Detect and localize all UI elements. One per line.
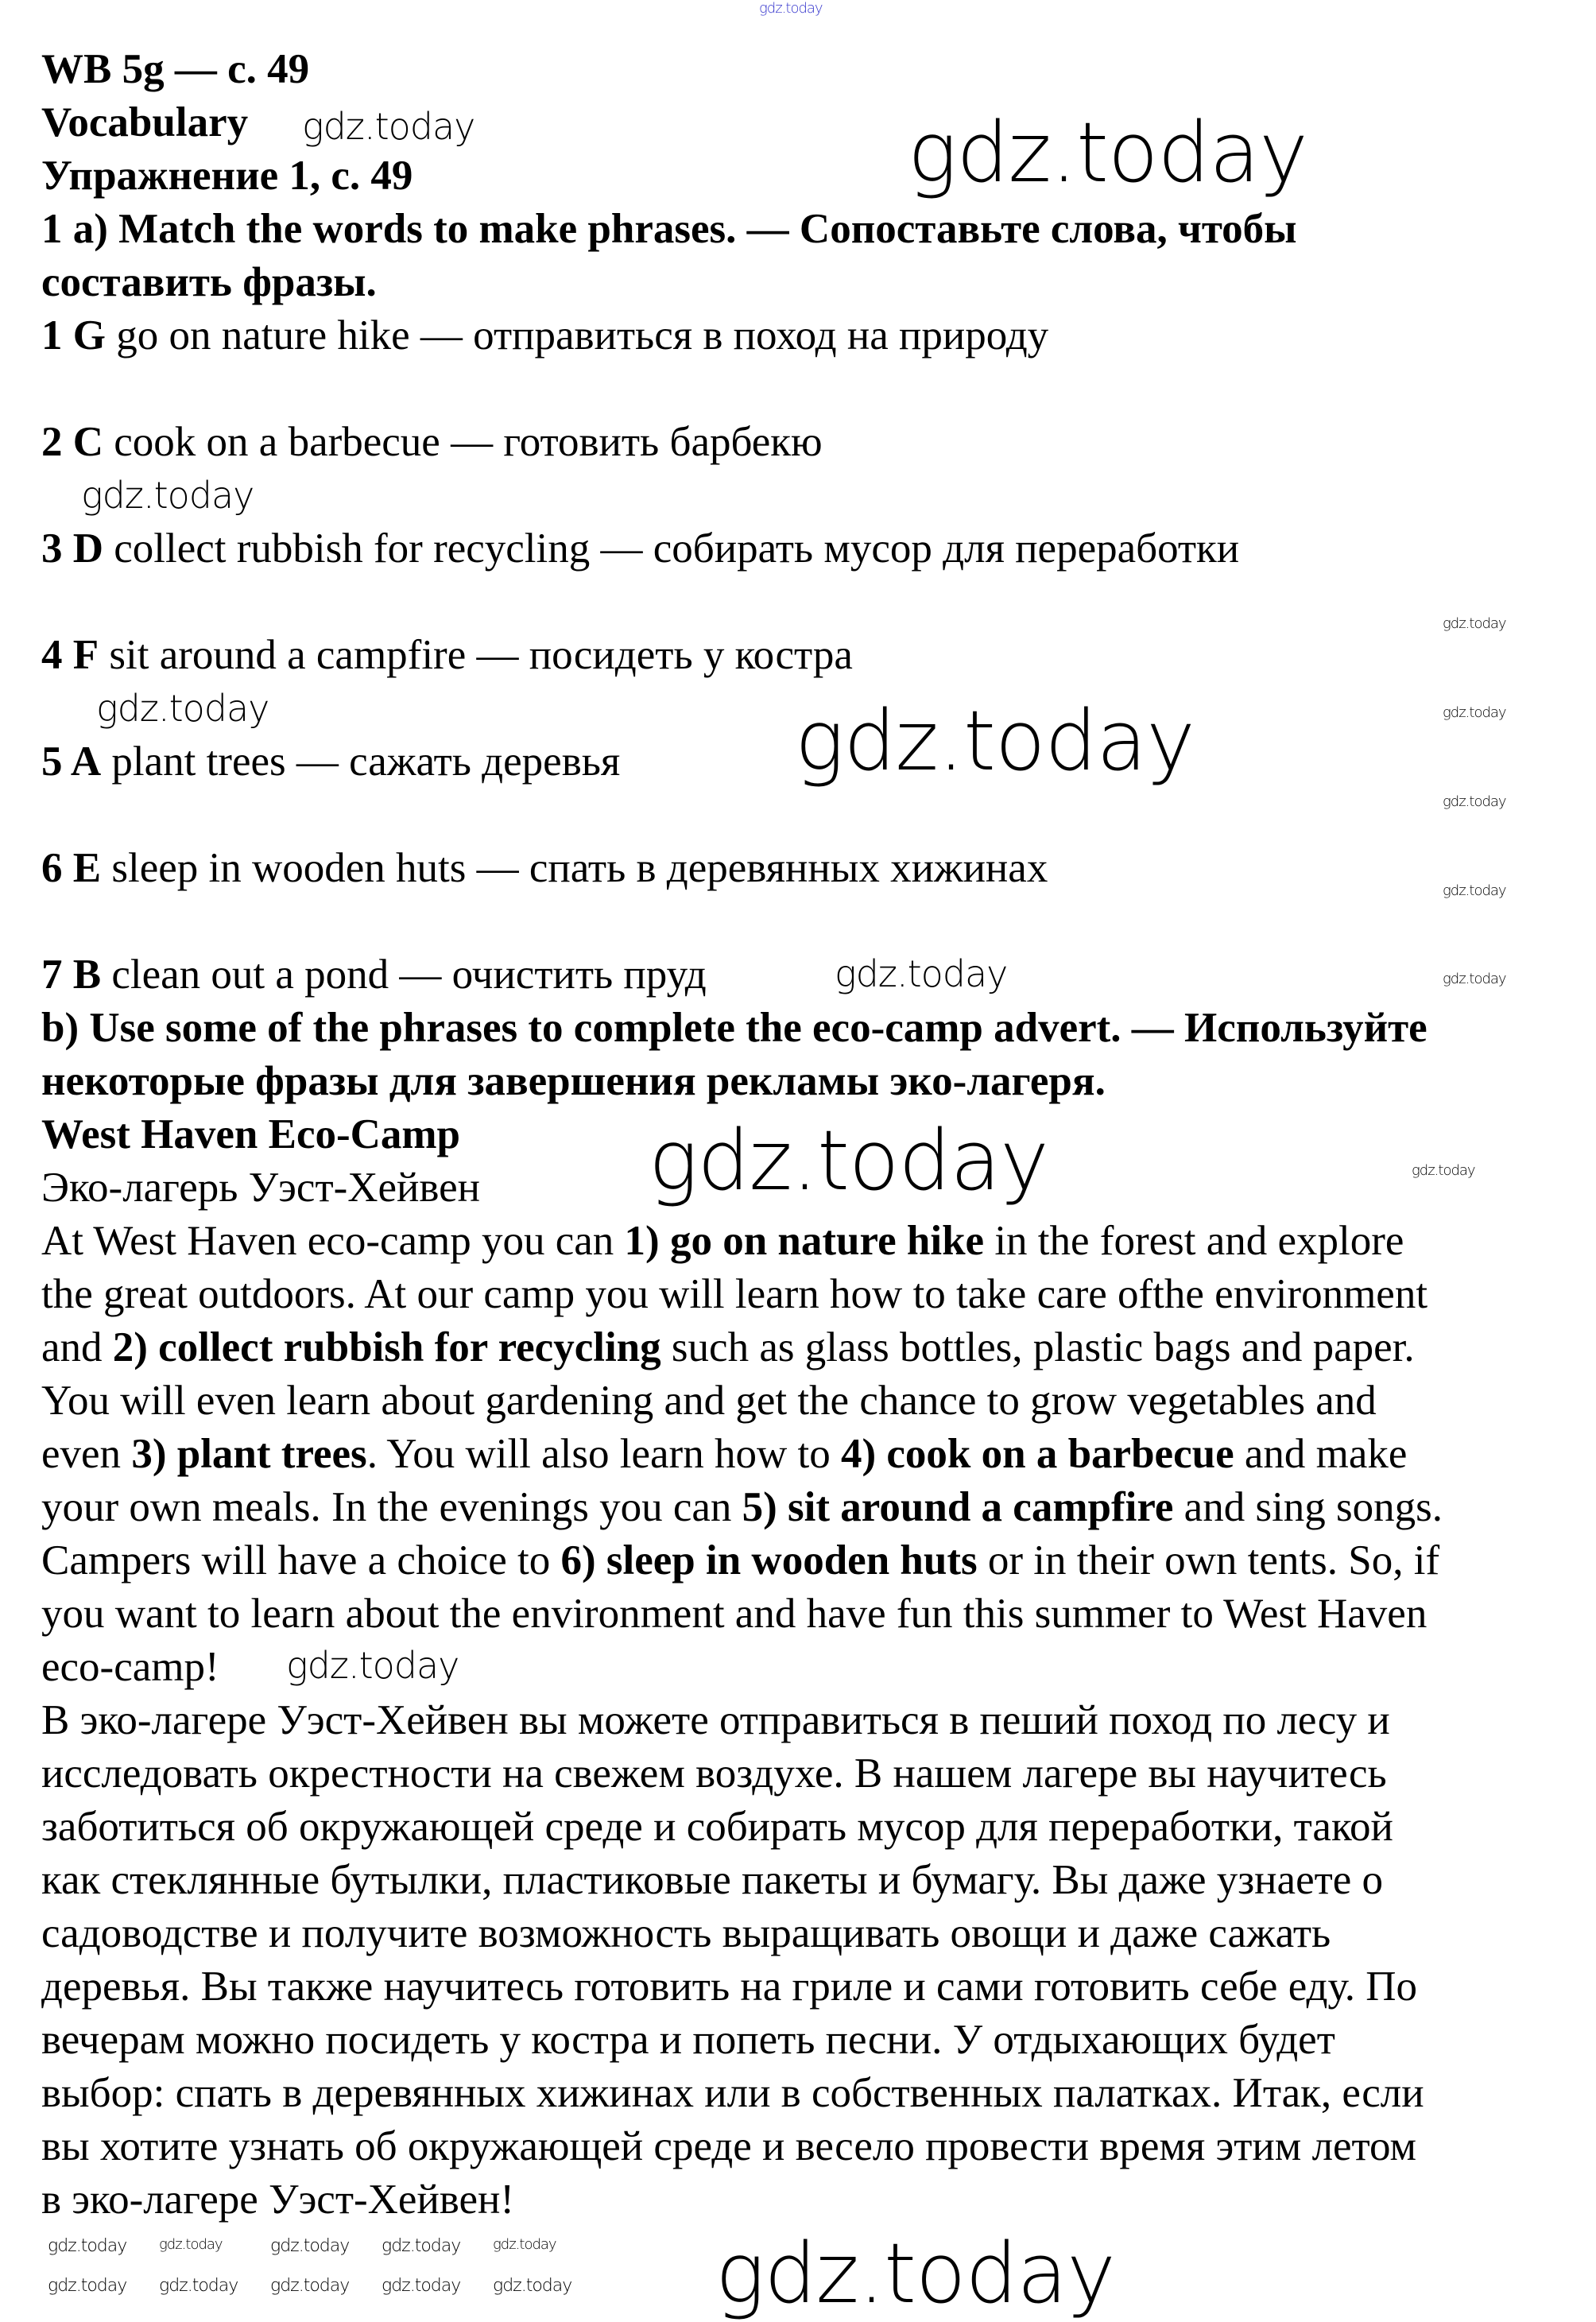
advert-line xyxy=(41,1534,1439,1587)
translation-line: вы хотите узнать об окружающей среде и весело провести время этим летом xyxy=(41,2123,1417,2169)
text-segment: you want to learn about the environment and have fun this summer to West Haven xyxy=(41,1591,1427,1637)
text-segment: your own meals. In the evenings you can xyxy=(41,1484,742,1530)
watermark: gdz.today xyxy=(759,0,823,17)
advert-text-ru xyxy=(41,1694,1591,2227)
watermark: gdz.today xyxy=(493,2276,572,2296)
advert-line xyxy=(41,1268,1427,1321)
watermark: gdz.today xyxy=(159,2276,238,2296)
answer-key: 3 D xyxy=(41,525,104,572)
answer-phrase: 4) cook on a barbecue xyxy=(840,1431,1234,1477)
answer-phrase: 2) collect rubbish for recycling xyxy=(112,1324,661,1370)
answer-item xyxy=(41,309,1048,362)
watermark: gdz.today xyxy=(1443,793,1506,810)
advert-line xyxy=(41,1481,1443,1534)
watermark: gdz.today xyxy=(1443,971,1506,987)
advert-line xyxy=(41,1215,1404,1268)
answer-item xyxy=(41,735,620,789)
text-segment: . You will also learn how to xyxy=(366,1431,841,1477)
text-segment: such as glass bottles, plastic bags and paper. xyxy=(660,1324,1415,1370)
answer-text: go on nature hike — отправиться в поход на природу xyxy=(105,312,1049,359)
watermark: gdz.today xyxy=(286,1644,459,1687)
answer-item xyxy=(41,522,1239,576)
text-segment: eco-camp! xyxy=(41,1644,219,1690)
page-title: WB 5g — с. 49 xyxy=(41,46,310,92)
translation-line: деревья. Вы также научитесь готовить на гриле и сами готовить себе еду. По xyxy=(41,1963,1417,2010)
answer-text: sit around a campfire — посидеть у костра xyxy=(99,632,853,678)
answer-key: 2 C xyxy=(41,419,104,465)
answer-item xyxy=(41,842,1048,895)
answer-key: 5 A xyxy=(41,738,102,785)
answer-phrase: 1) go on nature hike xyxy=(624,1218,985,1264)
text-segment: Campers will have a choice to xyxy=(41,1537,561,1584)
advert-line xyxy=(41,1428,1407,1481)
text-segment: the great outdoors. At our camp you will learn how to take care ofthe environment xyxy=(41,1271,1428,1317)
text-segment: or in their own tents. So, if xyxy=(977,1537,1440,1584)
text-segment: You will even learn about gardening and get the chance to grow vegetables and xyxy=(41,1378,1377,1424)
watermark: gdz.today xyxy=(1443,882,1506,899)
answer-item xyxy=(41,629,853,682)
answer-key: 6 E xyxy=(41,845,102,891)
translation-line: в эко-лагере Уэст-Хейвен! xyxy=(41,2177,515,2223)
watermark: gdz.today xyxy=(48,2276,127,2296)
answer-item xyxy=(41,948,707,1002)
watermark: gdz.today xyxy=(1412,1162,1475,1179)
answer-phrase: 6) sleep in wooden huts xyxy=(560,1537,978,1584)
answer-text: plant trees — сажать деревья xyxy=(101,738,621,785)
answer-text: clean out a pond — очистить пруд xyxy=(101,952,707,998)
watermark: gdz.today xyxy=(795,692,1195,789)
translation-line: В эко-лагере Уэст-Хейвен вы можете отправиться в пеший поход по лесу и xyxy=(41,1697,1390,1743)
text-segment: and make xyxy=(1234,1431,1408,1477)
advert-line xyxy=(41,1587,1427,1641)
watermark: gdz.today xyxy=(1443,704,1506,721)
translation-line: как стеклянные бутылки, пластиковые пакеты и бумагу. Вы даже узнаете о xyxy=(41,1857,1384,1903)
watermark: gdz.today xyxy=(908,104,1307,201)
watermark: gdz.today xyxy=(382,2276,461,2296)
watermark: gdz.today xyxy=(159,2236,223,2253)
translation-line: выбор: спать в деревянных хижинах или в собственных палатках. Итак, если xyxy=(41,2070,1424,2116)
translation-line: вечерам можно посидеть у костра и попеть песни. У отдыхающих будет xyxy=(41,2017,1335,2063)
watermark: gdz.today xyxy=(270,2236,350,2256)
watermark: gdz.today xyxy=(1443,615,1506,632)
watermark: gdz.today xyxy=(270,2276,350,2296)
answer-key: 1 G xyxy=(41,312,106,359)
text-segment: and xyxy=(41,1324,113,1370)
watermark: gdz.today xyxy=(835,952,1008,995)
answer-text: cook on a barbecue — готовить барбекю xyxy=(103,419,823,465)
watermark: gdz.today xyxy=(81,474,254,517)
instruction-a: 1 a) Match the words to make phrases. — Сопоставьте слова, чтобы xyxy=(41,206,1297,252)
answer-item xyxy=(41,416,823,469)
instruction-a-cont: составить фразы. xyxy=(41,259,377,305)
advert-line xyxy=(41,1321,1415,1374)
watermark: gdz.today xyxy=(493,2236,556,2253)
answer-list xyxy=(41,309,1591,1002)
watermark: gdz.today xyxy=(715,2225,1115,2322)
section-title: Vocabulary xyxy=(41,99,249,145)
text-segment: At West Haven eco-camp you can xyxy=(41,1218,625,1264)
answer-text: collect rubbish for recycling — собирать мусор для переработки xyxy=(103,525,1240,572)
text-segment: even xyxy=(41,1431,132,1477)
watermark: gdz.today xyxy=(96,687,269,730)
advert-line xyxy=(41,1374,1377,1428)
instruction-b-cont: некоторые фразы для завершения рекламы эко-лагеря. xyxy=(41,1058,1106,1104)
answer-key: 7 B xyxy=(41,952,102,998)
text-segment: in the forest and explore xyxy=(984,1218,1404,1264)
advert-title: West Haven Eco-Camp xyxy=(41,1111,461,1157)
watermark: gdz.today xyxy=(48,2236,127,2256)
translation-line: заботиться об окружающей среде и собирать мусор для переработки, такой xyxy=(41,1804,1393,1850)
instruction-b: b) Use some of the phrases to complete the eco-camp advert. — Используйте xyxy=(41,1005,1427,1051)
watermark: gdz.today xyxy=(382,2236,461,2256)
answer-text: sleep in wooden huts — спать в деревянных хижинах xyxy=(101,845,1048,891)
advert-line xyxy=(41,1641,219,1694)
text-segment: and sing songs. xyxy=(1173,1484,1443,1530)
translation-line: исследовать окрестности на свежем воздухе. В нашем лагере вы научитесь xyxy=(41,1750,1387,1797)
exercise-title: Упражнение 1, с. 49 xyxy=(41,153,413,199)
answer-key: 4 F xyxy=(41,632,99,678)
answer-phrase: 3) plant trees xyxy=(131,1431,367,1477)
watermark: gdz.today xyxy=(649,1112,1048,1209)
watermark: gdz.today xyxy=(302,105,475,148)
translation-line: садоводстве и получите возможность выращивать овощи и даже сажать xyxy=(41,1910,1331,1956)
advert-text-en xyxy=(41,1215,1591,1694)
answer-phrase: 5) sit around a campfire xyxy=(742,1484,1174,1530)
advert-title-ru: Эко-лагерь Уэст-Хейвен xyxy=(41,1165,481,1211)
